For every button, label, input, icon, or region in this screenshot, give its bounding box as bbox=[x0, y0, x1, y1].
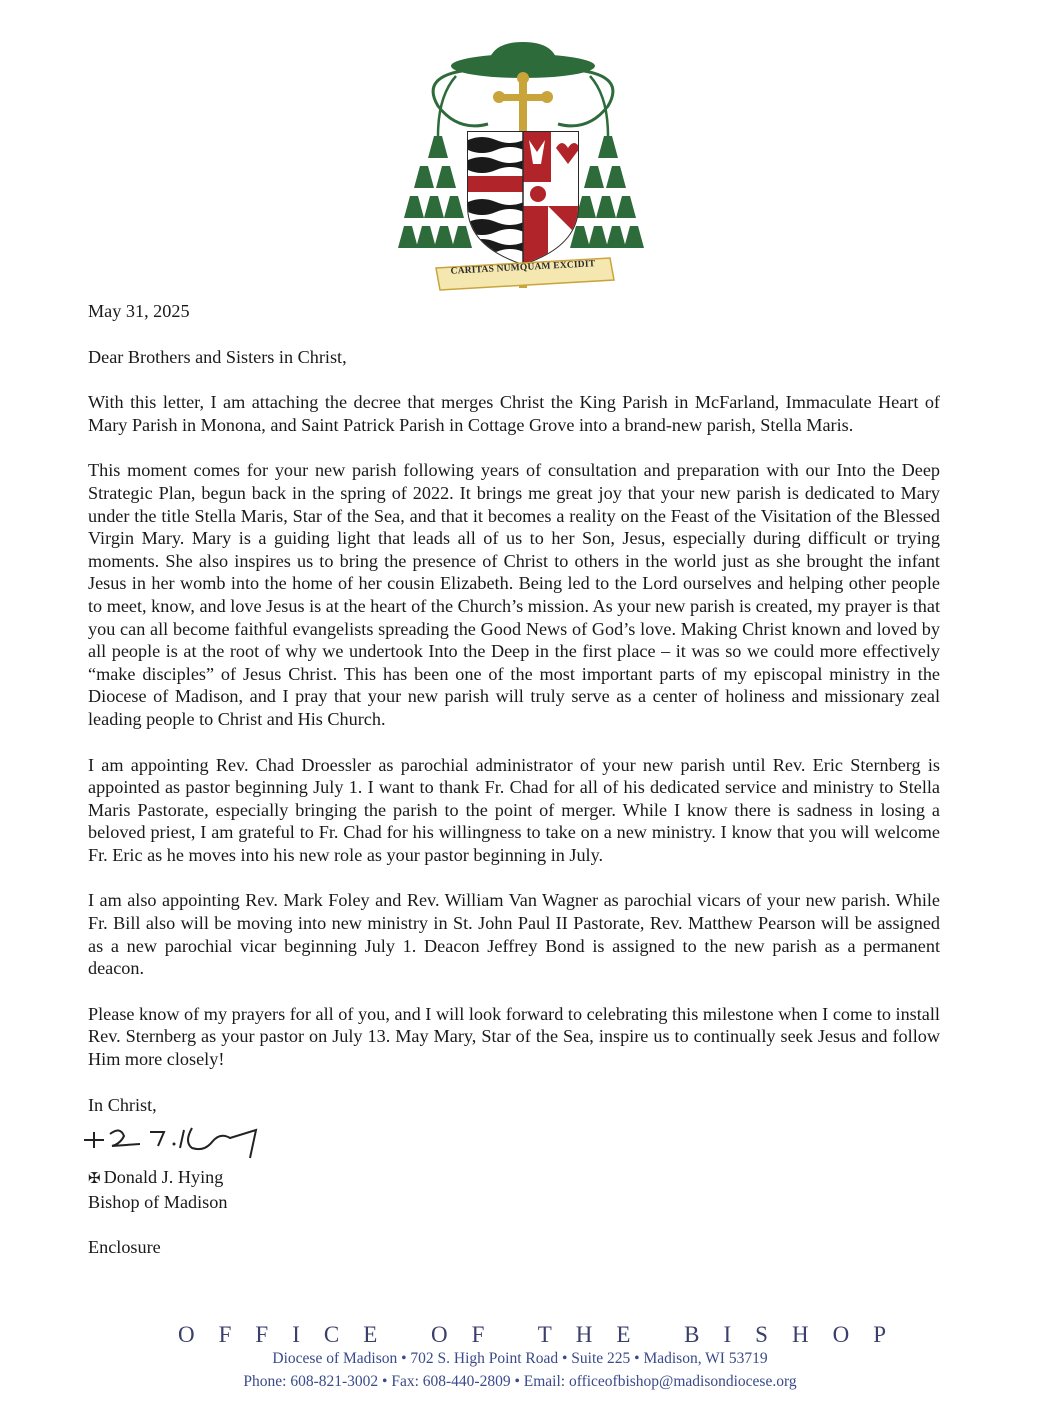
enclosure-note: Enclosure bbox=[88, 1237, 161, 1258]
letter-paragraph: Please know of my prayers for all of you, and I will look forward to celebrating this milestone when I come to install Rev. Sternberg as your pastor on July 13. May Mary, Star of the Sea, inspire us to continually seek Jesus and follow Him more closely! bbox=[88, 1003, 940, 1070]
crest-motto: CARITAS NUMQUAM EXCIDIT bbox=[450, 259, 596, 277]
footer-address: Diocese of Madison • 702 S. High Point Road • Suite 225 • Madison, WI 53719 bbox=[272, 1350, 768, 1367]
letter-paragraph: I am appointing Rev. Chad Droessler as parochial administrator of your new parish until Rev. Eric Sternberg is appointed as pastor beginning July 1. I want to thank Fr. Chad for all of his dedicated service and ministry to Stella Maris Pastorate, especially bringing the parish to the point of merger. While I know there is sadness in losing a beloved priest, I am grateful to Fr. Chad for his willingness to take on a new ministry. I know that you will welcome Fr. Eric as he moves into his new role as your pastor beginning in July. bbox=[88, 754, 940, 865]
letter-paragraph: This moment comes for your new parish following years of consultation and preparation with our Into the Deep Strategic Plan, begun back in the spring of 2022. It brings me great joy that your new parish is dedicated to Mary under the title Stella Maris, Star of the Sea, and that it becomes a reality on the Feast of the Visitation of the Blessed Virgin Mary. Mary is a guiding light that leads all of us to her Son, Jesus, especially during difficult or trying moments. She also inspires us to bring the presence of Christ to others in the world just as she brought the infant Jesus in her womb into the home of her cousin Elizabeth. Being led to the Lord ourselves and helping other people to meet, know, and love Jesus is at the heart of the Church’s mission. As your new parish is created, my prayer is that you can all become faithful evangelists spreading the Good News of God’s love. Making Christ known and loved by all people is at the root of why we undertook Into the Deep in the first place – it was so we could more effectively “make disciples” of Jesus Christ. This has been one of the most important parts of my episcopal ministry in the Diocese of Madison, and I pray that your new parish will truly serve as a center of holiness and missionary zeal leading people to Christ and His Church. bbox=[88, 460, 940, 729]
signer-name: Donald J. Hying bbox=[103, 1167, 224, 1188]
letter-date: May 31, 2025 bbox=[88, 301, 190, 321]
letter-closing: In Christ, bbox=[88, 1094, 157, 1115]
signer-title: Bishop of Madison bbox=[88, 1191, 228, 1212]
handwritten-signature-icon bbox=[80, 1112, 280, 1162]
letter-paragraph: I am also appointing Rev. Mark Foley and Rev. William Van Wagner as parochial vicars of your new parish. While Fr. Bill also will be moving into new ministry in St. John Paul II Pastorate, Rev. Matthew Pearson will be assigned as a new parochial vicar beginning July 1. Deacon Jeffrey Bond is assigned to the new parish as a permanent deacon. bbox=[88, 890, 940, 979]
signer-cross-icon: ✠ bbox=[88, 1171, 101, 1188]
letter-salutation: Dear Brothers and Sisters in Christ, bbox=[88, 346, 347, 367]
footer-contact: Phone: 608-821-3002 • Fax: 608-440-2809 • Email: officeofbishop@madisondiocese.org bbox=[243, 1373, 797, 1390]
signature-area bbox=[88, 1116, 348, 1166]
letter-body bbox=[88, 300, 940, 1259]
letter-paragraph: With this letter, I am attaching the decree that merges Christ the King Parish in McFarland, Immaculate Heart of Mary Parish in Monona, and Saint Patrick Parish in Cottage Grove into a brand-new parish, Stella Maris. bbox=[88, 392, 940, 435]
footer-office-title: OFFICE OF THE BISHOP bbox=[178, 1322, 910, 1347]
signer-line bbox=[88, 1166, 940, 1191]
